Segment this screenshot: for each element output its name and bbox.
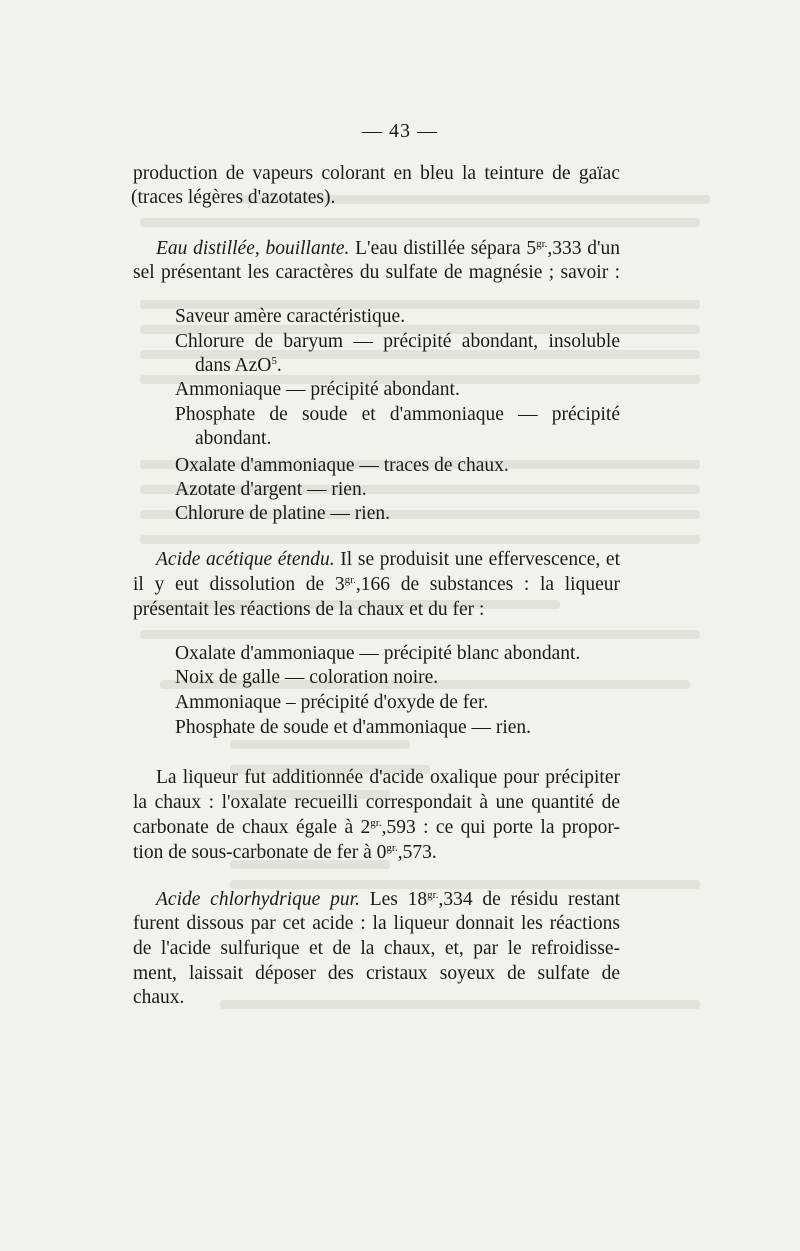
paragraph-acide-acetique: Acide acétique étendu. Il se produisit une effervescence, et — [156, 549, 620, 570]
text-line: chaux. — [133, 987, 185, 1008]
list-item: Oxalate d'ammoniaque — précipité blanc abondant. — [175, 643, 581, 664]
unit-superscript: gr. — [536, 238, 548, 250]
text-line: tion de sous-carbonate de fer à $0^{gr.},573$. — [133, 842, 437, 863]
list-item: Oxalate d'ammoniaque — traces de chaux. — [175, 455, 509, 476]
list-item: Phosphate de soude et d'ammoniaque — précipité — [175, 404, 620, 425]
text-line: carbonate de chaux égale à $2^{gr.},593$ : ce qui porte la propor- — [133, 817, 620, 838]
text-line: (traces légères d'azotates). — [131, 187, 336, 208]
section-heading-italic: Acide chlorhydrique pur. — [156, 889, 360, 910]
list-item: dans AzO$^5$. — [195, 355, 282, 376]
paragraph-acide-chlorhydrique: Acide chlorhydrique pur. Les $18^{gr.},334$ de résidu restant — [156, 889, 621, 910]
unit-superscript: gr. — [386, 842, 398, 854]
text-line: La liqueur fut additionnée d'acide oxalique pour précipiter — [156, 767, 620, 788]
unit-superscript: gr. — [370, 817, 382, 829]
text-line: la chaux : l'oxalate recueilli correspondait à une quantité de — [133, 792, 620, 813]
paragraph-eau-distillee: Eau distillée, bouillante. L'eau distillée sépara $5^{gr.},333$ d'un — [156, 238, 620, 259]
section-heading-italic: Acide acétique étendu. — [156, 549, 335, 570]
list-item: Noix de galle — coloration noire. — [175, 667, 439, 688]
page-number: — 43 — — [362, 120, 438, 142]
list-item: Ammoniaque — précipité abondant. — [175, 379, 460, 400]
list-item: Phosphate de soude et d'ammoniaque — rien. — [175, 717, 532, 738]
text-line: présentait les réactions de la chaux et du fer : — [133, 599, 485, 620]
list-item: Azotate d'argent — rien. — [175, 479, 367, 500]
unit-superscript: gr. — [427, 889, 439, 901]
list-item: Chlorure de platine — rien. — [175, 503, 390, 524]
list-item: Ammoniaque – précipité d'oxyde de fer. — [175, 692, 489, 713]
text-line: il y eut dissolution de $3^{gr.},166$ de substances : la liqueur — [133, 574, 620, 595]
list-item: Chlorure de baryum — précipité abondant, insoluble — [175, 331, 620, 352]
text-line: sel présentant les caractères du sulfate de magnésie ; savoir : — [133, 262, 620, 283]
text-line: production de vapeurs colorant en bleu la teinture de gaïac — [133, 163, 620, 184]
text-line: de l'acide sulfurique et de la chaux, et, par le refroidisse- — [133, 938, 620, 959]
list-item: abondant. — [195, 428, 272, 449]
section-heading-italic: Eau distillée, bouillante. — [156, 238, 350, 259]
text-line: ment, laissait déposer des cristaux soyeux de sulfate de — [133, 963, 620, 984]
list-item: Saveur amère caractéristique. — [175, 306, 406, 327]
unit-superscript: gr. — [344, 574, 356, 586]
text-line: furent dissous par cet acide : la liqueur donnait les réactions — [133, 913, 620, 934]
